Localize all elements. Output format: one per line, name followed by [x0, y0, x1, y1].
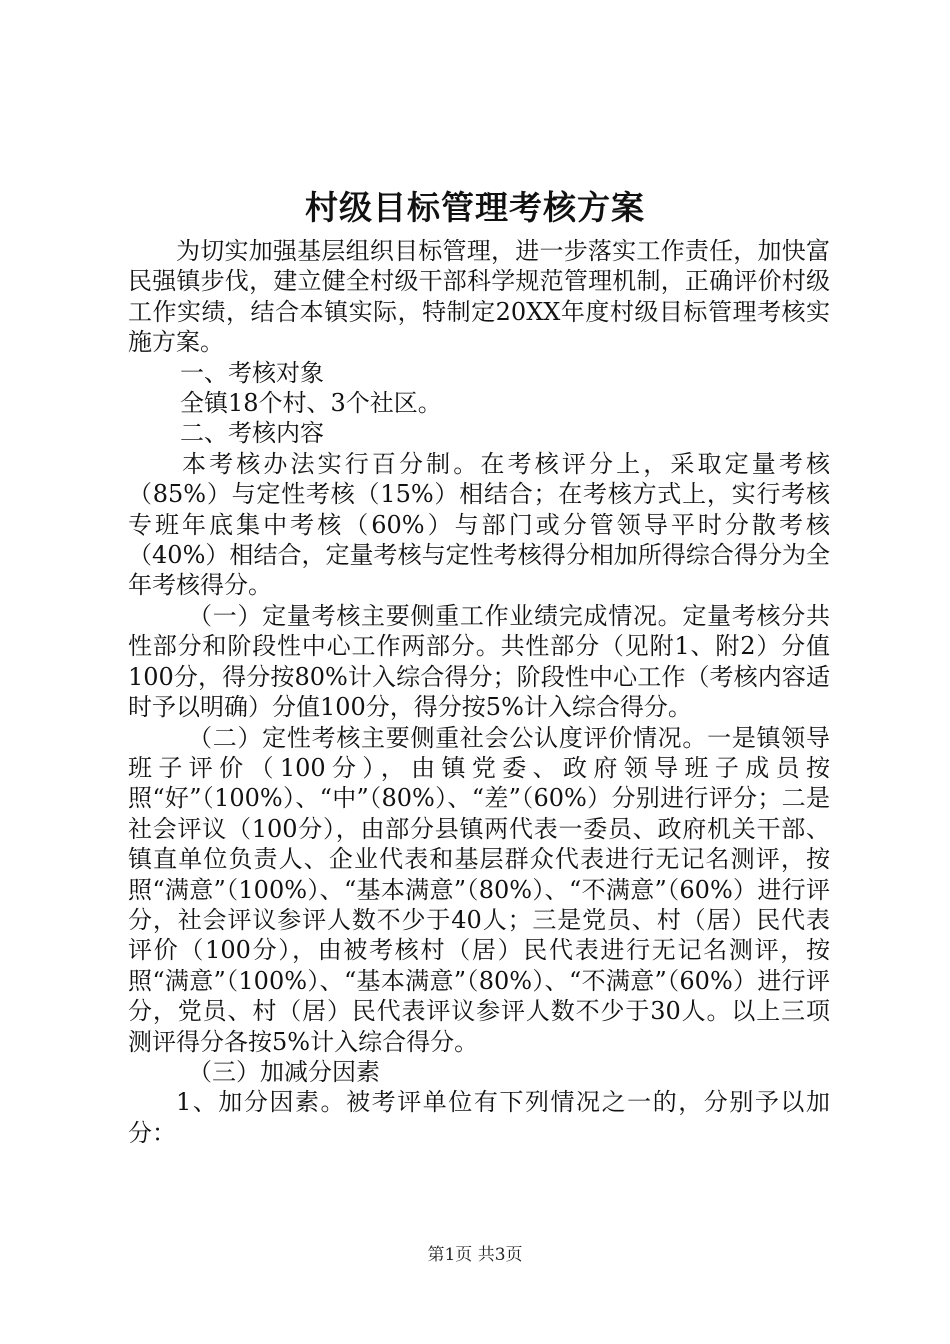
section-1-paragraph: 全镇18个村、3个社区。 [180, 389, 442, 418]
bonus-factors-paragraph: 1、加分因素。被考评单位有下列情况之一的，分别予以加分： [128, 1088, 830, 1147]
document-body [128, 236, 830, 1148]
intro-paragraph: 为切实加强基层组织目标管理，进一步落实工作责任，加快富民强镇步伐，建立健全村级干部科学规范管理机制，正确评价村级工作实绩，结合本镇实际，特制定20XX年度村级目标管理考核实施方案。 [128, 237, 830, 357]
page-footer: 第1页 共3页 [427, 1245, 523, 1265]
section-heading-2: 二、考核内容 [180, 419, 324, 448]
subsection-3-heading: （三）加减分因素 [188, 1057, 380, 1086]
subsection-2-paragraph: （二）定性考核主要侧重社会公认度评价情况。一是镇领导班子评价（100分），由镇党委、政府领导班子成员按照“好”（100%）、“中”（80%）、“差”（60%）分别进行评分；二是社会评议（100分），由部分县镇两代表一委员、政府机关干部、镇直单位负责人、企业代表和基层群众代表进行无记名测评，按照“满意”（100%）、“基本满意”（80%）、“不满意”（60%）进行评分，社会评议参评人数不少于40人；三是党员、村（居）民代表评价（100分），由被考核村（居）民代表进行无记名测评，按照“满意”（100%）、“基本满意”（80%）、“不满意”（60%）进行评分，党员、村（居）民代表评议参评人数不少于30人。以上三项测评得分各按5%计入综合得分。 [128, 723, 830, 1056]
subsection-1-paragraph: （一）定量考核主要侧重工作业绩完成情况。定量考核分共性部分和阶段性中心工作两部分。共性部分（见附1、附2）分值100分，得分按80%计入综合得分；阶段性中心工作（考核内容适时予以明确）分值100分，得分按5%计入综合得分。 [128, 601, 830, 722]
section-2-paragraph: 本考核办法实行百分制。在考核评分上，采取定量考核（85%）与定性考核（15%）相结合；在考核方式上，实行考核专班年底集中考核（60%）与部门或分管领导平时分散考核（40%）相结合，定量考核与定性考核得分相加所得综合得分为全年考核得分。 [128, 449, 830, 600]
section-heading-1: 一、考核对象 [180, 358, 324, 387]
document-title: 村级目标管理考核方案 [305, 188, 645, 227]
